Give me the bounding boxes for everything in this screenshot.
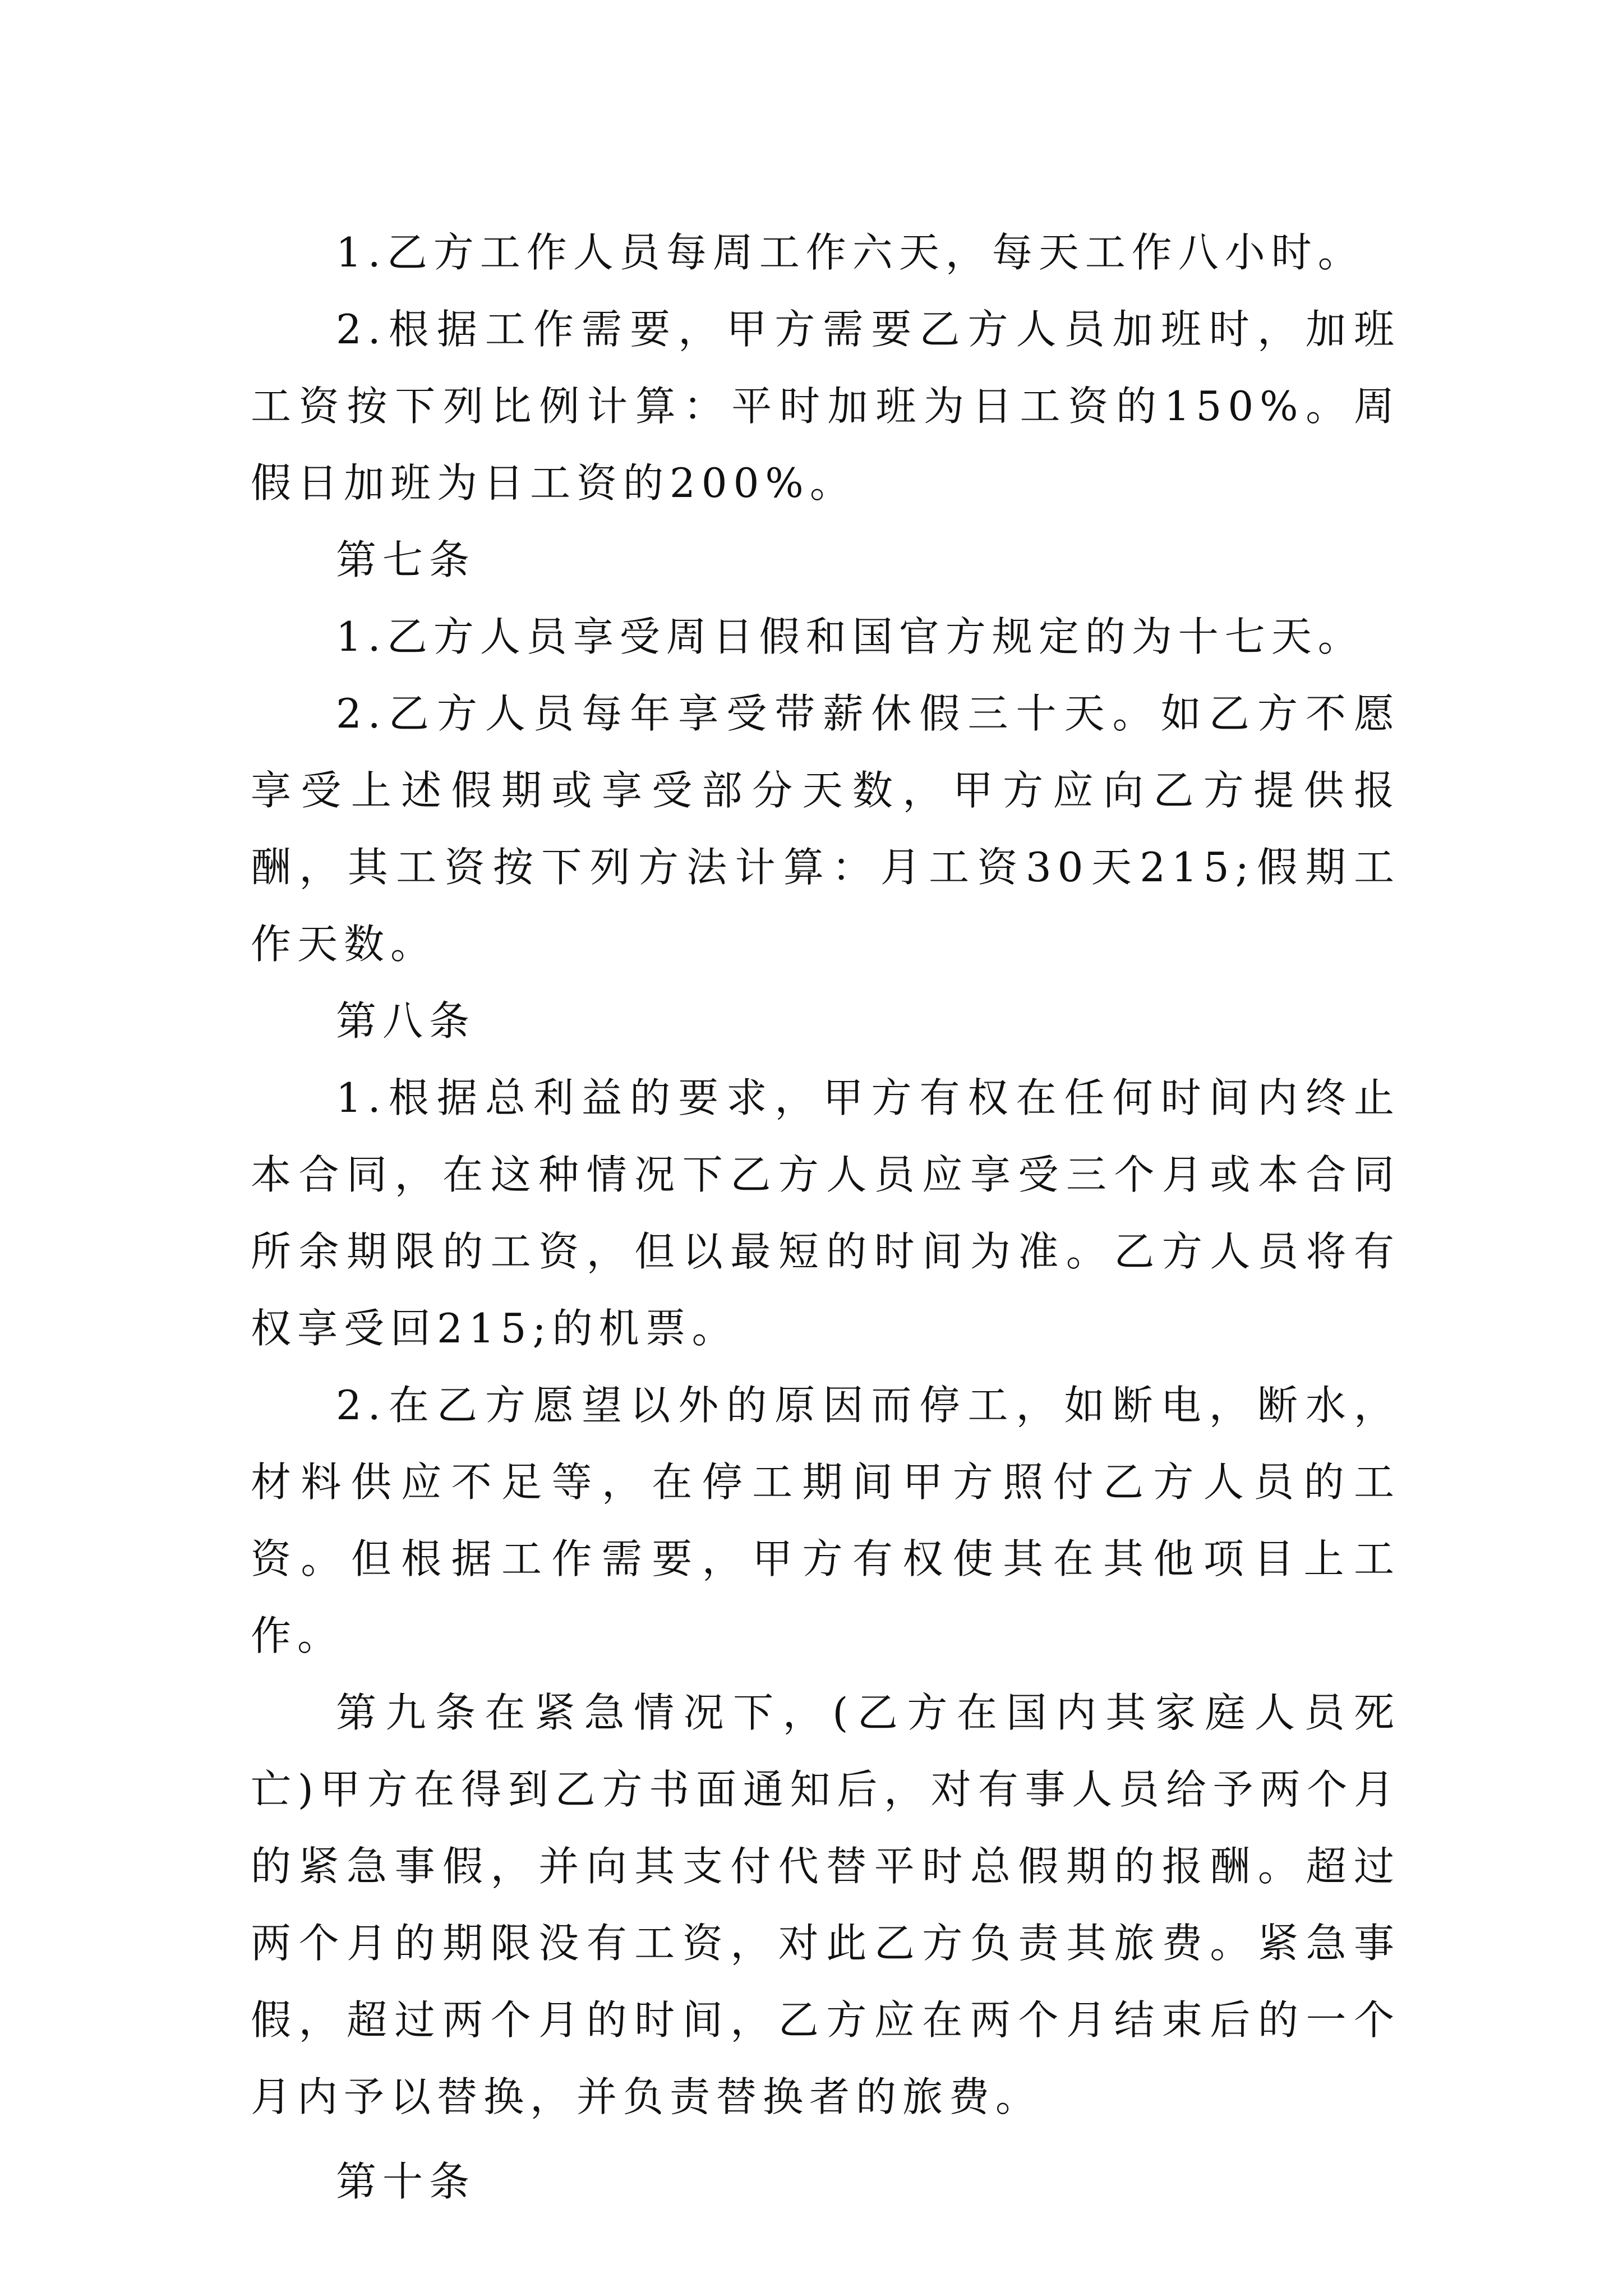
clause-8-item-1: 1.根据总利益的要求，甲方有权在任何时间内终止本合同，在这种情况下乙方人员应享受三个月或本合同所余期限的工资，但以最短的时间为准。乙方人员将有权享受回215;的机票。 [251,1074,1400,1352]
clause-6-item-1: 1.乙方工作人员每周工作六天，每天工作八小时。 [336,229,1364,276]
clause-7-item-2: 2.乙方人员每年享受带薪休假三十天。如乙方不愿享受上述假期或享受部分天数，甲方应向乙方提供报酬，其工资按下列方法计算：月工资30天215;假期工作天数。 [251,690,1400,968]
clause-9-paragraph: 第九条在紧急情况下，(乙方在国内其家庭人员死亡)甲方在得到乙方书面通知后，对有事人员给予两个月的紧急事假，并向其支付代替平时总假期的报酬。超过两个月的期限没有工资，对此乙方负责其旅费。紧急事假，超过两个月的时间，乙方应在两个月结束后的一个月内予以替换，并负责替换者的旅费。 [251,1689,1400,2120]
clause-6-item-2: 2.根据工作需要，甲方需要乙方人员加班时，加班工资按下列比例计算：平时加班为日工资的150%。周假日加班为日工资的200%。 [251,306,1400,507]
document-body [251,214,1400,2220]
clause-8-heading: 第八条 [336,997,476,1045]
clause-7-heading: 第七条 [336,536,476,583]
clause-8-item-2: 2.在乙方愿望以外的原因而停工，如断电，断水，材料供应不足等，在停工期间甲方照付乙方人员的工资。但根据工作需要，甲方有权使其在其他项目上工作。 [251,1382,1400,1659]
clause-7-item-1: 1.乙方人员享受周日假和国官方规定的为十七天。 [336,613,1364,660]
clause-10-heading: 第十条 [336,2158,476,2205]
